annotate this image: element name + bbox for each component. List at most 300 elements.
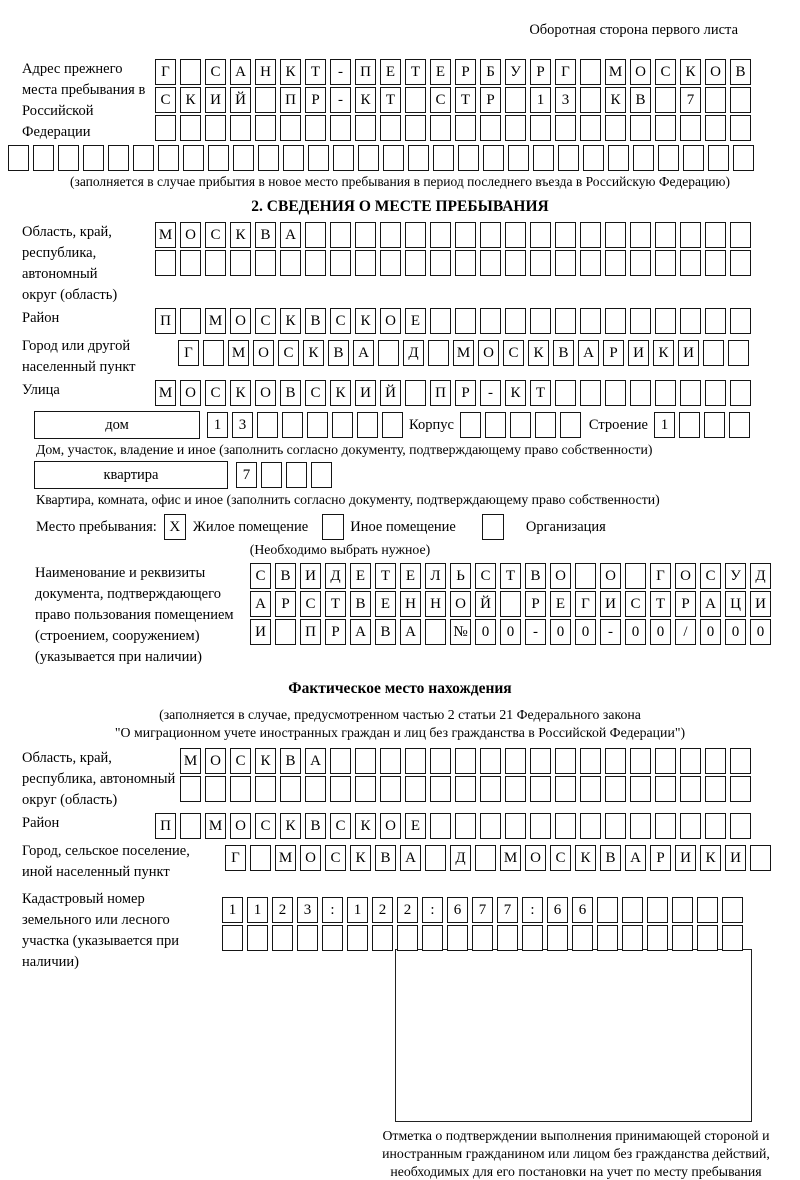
char-cell: А xyxy=(400,845,421,871)
char-cell xyxy=(530,115,551,141)
char-cell xyxy=(705,308,726,334)
char-cell: : xyxy=(522,897,543,923)
char-cell: В xyxy=(280,380,301,406)
char-cell: А xyxy=(350,619,371,645)
char-cell xyxy=(430,250,451,276)
char-cell xyxy=(630,748,651,774)
char-cell: Р xyxy=(455,59,476,85)
char-cell: С xyxy=(230,748,251,774)
char-cell xyxy=(630,813,651,839)
char-cell: Д xyxy=(403,340,424,366)
char-cell: К xyxy=(230,222,251,248)
char-cell: Т xyxy=(375,563,396,589)
char-cell: С xyxy=(325,845,346,871)
char-cell: 6 xyxy=(447,897,468,923)
char-cell xyxy=(580,59,601,85)
char-cell xyxy=(158,145,179,171)
char-cell: 0 xyxy=(750,619,771,645)
char-cell xyxy=(475,845,496,871)
char-cell: К xyxy=(505,380,526,406)
char-cell xyxy=(480,308,501,334)
char-cell: А xyxy=(305,748,326,774)
actual-location-note2: "О миграционном учете иностранных граждан и лиц без гражданства в Российской Федерации") xyxy=(114,725,686,740)
char-cell: И xyxy=(725,845,746,871)
char-cell xyxy=(83,145,104,171)
char-cell xyxy=(533,145,554,171)
char-cell: Г xyxy=(225,845,246,871)
char-cell xyxy=(447,925,468,951)
char-cell: С xyxy=(655,59,676,85)
char-cell: О xyxy=(230,308,251,334)
char-row xyxy=(155,222,751,248)
region-rows xyxy=(155,222,751,276)
char-cell xyxy=(357,412,378,438)
apartment-caption: Квартира, комната, офис и иное (заполнить согласно документу, подтверждающему право собственности) xyxy=(36,492,660,507)
char-cell: 6 xyxy=(547,897,568,923)
char-cell: - xyxy=(480,380,501,406)
char-cell xyxy=(522,925,543,951)
house-number-cells xyxy=(207,412,403,438)
prev-address-overflow-row xyxy=(8,145,800,171)
char-cell xyxy=(575,563,596,589)
char-cell: Б xyxy=(480,59,501,85)
char-cell xyxy=(597,897,618,923)
char-cell: О xyxy=(180,380,201,406)
char-cell xyxy=(180,813,201,839)
char-cell xyxy=(183,145,204,171)
char-cell xyxy=(555,776,576,802)
char-cell xyxy=(730,748,751,774)
char-cell xyxy=(655,748,676,774)
char-cell: 1 xyxy=(222,897,243,923)
char-cell: В xyxy=(280,748,301,774)
char-cell xyxy=(672,925,693,951)
char-cell xyxy=(272,925,293,951)
stay-type-note: (Необходимо выбрать нужное) xyxy=(249,542,431,557)
char-cell: : xyxy=(322,897,343,923)
char-cell: В xyxy=(328,340,349,366)
char-cell: Т xyxy=(650,591,671,617)
actual-district-block xyxy=(0,813,800,839)
char-cell: 0 xyxy=(725,619,746,645)
char-cell xyxy=(133,145,154,171)
char-cell xyxy=(305,776,326,802)
char-cell: А xyxy=(400,619,421,645)
char-cell xyxy=(605,748,626,774)
char-cell: О xyxy=(630,59,651,85)
stay-type-checkbox-other xyxy=(322,514,344,540)
char-cell xyxy=(261,462,282,488)
house-row xyxy=(34,411,800,439)
region-block xyxy=(0,222,800,306)
char-cell: Р xyxy=(275,591,296,617)
char-cell xyxy=(572,925,593,951)
char-cell xyxy=(255,115,276,141)
char-cell: О xyxy=(300,845,321,871)
char-cell: П xyxy=(430,380,451,406)
char-cell xyxy=(580,222,601,248)
char-cell xyxy=(203,340,224,366)
char-cell: О xyxy=(253,340,274,366)
char-cell: Т xyxy=(500,563,521,589)
char-cell xyxy=(330,250,351,276)
char-cell: С xyxy=(700,563,721,589)
char-cell xyxy=(455,813,476,839)
char-cell xyxy=(280,250,301,276)
char-cell xyxy=(422,925,443,951)
char-cell xyxy=(330,222,351,248)
char-cell xyxy=(305,222,326,248)
char-cell: 3 xyxy=(297,897,318,923)
char-cell: В xyxy=(350,591,371,617)
char-cell xyxy=(555,380,576,406)
char-cell xyxy=(330,748,351,774)
char-cell xyxy=(378,340,399,366)
char-cell xyxy=(630,380,651,406)
char-cell xyxy=(230,115,251,141)
char-cell xyxy=(282,412,303,438)
char-cell: 2 xyxy=(272,897,293,923)
char-cell xyxy=(505,115,526,141)
char-cell xyxy=(697,925,718,951)
char-cell: Т xyxy=(405,59,426,85)
char-cell xyxy=(33,145,54,171)
char-cell: К xyxy=(528,340,549,366)
char-cell xyxy=(655,776,676,802)
apartment-cells xyxy=(236,462,332,488)
char-cell: П xyxy=(300,619,321,645)
char-cell xyxy=(255,776,276,802)
char-cell: В xyxy=(375,845,396,871)
char-cell: В xyxy=(630,87,651,113)
char-cell xyxy=(505,776,526,802)
char-cell: Р xyxy=(675,591,696,617)
char-row xyxy=(155,87,751,113)
char-cell: 2 xyxy=(397,897,418,923)
stamp-caption: Отметка о подтверждении выполнения принимающей стороной и иностранным гражданином или лицом без гражданства действий, необходимых для его постановки на учет по месту пребывания xyxy=(382,1128,770,1179)
char-cell: И xyxy=(250,619,271,645)
char-cell: С xyxy=(205,380,226,406)
street-block xyxy=(0,380,800,406)
char-cell: М xyxy=(180,748,201,774)
apartment-box-label: квартира xyxy=(34,461,228,489)
char-cell xyxy=(705,115,726,141)
char-cell: 0 xyxy=(550,619,571,645)
char-cell xyxy=(605,308,626,334)
char-cell: М xyxy=(453,340,474,366)
char-cell xyxy=(332,412,353,438)
prev-address-block xyxy=(0,59,800,143)
house-caption: Дом, участок, владение и иное (заполнить согласно документу, подтверждающему право собственности) xyxy=(36,442,653,457)
prev-address-caption: (заполняется в случае прибытия в новое место пребывания в период последнего въезда в Российскую Федерацию) xyxy=(69,174,731,189)
char-cell xyxy=(705,748,726,774)
char-cell xyxy=(658,145,679,171)
char-row xyxy=(155,250,751,276)
char-cell xyxy=(505,87,526,113)
char-cell: 3 xyxy=(232,412,253,438)
char-cell: О xyxy=(525,845,546,871)
char-cell: Г xyxy=(555,59,576,85)
stay-type-row xyxy=(36,513,800,541)
char-cell xyxy=(247,925,268,951)
char-cell: М xyxy=(205,308,226,334)
char-cell xyxy=(155,115,176,141)
char-row xyxy=(180,748,751,774)
char-cell: К xyxy=(280,308,301,334)
char-cell xyxy=(405,87,426,113)
char-cell xyxy=(283,145,304,171)
char-cell: О xyxy=(705,59,726,85)
char-cell xyxy=(730,87,751,113)
char-row xyxy=(155,813,751,839)
char-cell xyxy=(555,250,576,276)
char-cell xyxy=(705,776,726,802)
char-cell xyxy=(497,925,518,951)
char-cell: И xyxy=(628,340,649,366)
char-cell xyxy=(605,776,626,802)
char-cell xyxy=(322,925,343,951)
char-cell: У xyxy=(505,59,526,85)
char-cell xyxy=(730,776,751,802)
char-cell: К xyxy=(330,380,351,406)
char-cell: № xyxy=(450,619,471,645)
char-cell: М xyxy=(155,222,176,248)
char-cell xyxy=(430,813,451,839)
char-cell xyxy=(250,845,271,871)
char-cell xyxy=(580,813,601,839)
char-cell xyxy=(430,776,451,802)
char-cell: 0 xyxy=(475,619,496,645)
char-cell xyxy=(480,748,501,774)
char-cell xyxy=(311,462,332,488)
char-cell xyxy=(455,748,476,774)
char-cell xyxy=(480,250,501,276)
char-cell xyxy=(397,925,418,951)
page-side-note: Оборотная сторона первого листа xyxy=(529,22,738,38)
char-cell xyxy=(405,748,426,774)
stay-type-checkbox-residential: X xyxy=(164,514,186,540)
char-cell: Г xyxy=(650,563,671,589)
char-cell: С xyxy=(330,308,351,334)
char-cell xyxy=(705,250,726,276)
char-cell xyxy=(630,222,651,248)
cadastral-rows xyxy=(222,889,743,951)
char-cell xyxy=(605,115,626,141)
char-cell: Р xyxy=(603,340,624,366)
char-cell xyxy=(275,619,296,645)
char-cell xyxy=(333,145,354,171)
char-cell xyxy=(255,250,276,276)
char-cell xyxy=(347,925,368,951)
char-cell: Т xyxy=(380,87,401,113)
stay-type-option-organization: Организация xyxy=(525,519,606,535)
char-cell xyxy=(330,776,351,802)
char-cell xyxy=(460,412,481,438)
char-cell xyxy=(680,380,701,406)
char-cell xyxy=(722,925,743,951)
korpus-label: Корпус xyxy=(409,417,454,433)
char-cell: И xyxy=(355,380,376,406)
char-cell: 1 xyxy=(654,412,675,438)
char-cell xyxy=(372,925,393,951)
char-cell xyxy=(180,250,201,276)
char-cell: 0 xyxy=(625,619,646,645)
char-cell xyxy=(508,145,529,171)
city-label: Город или другой населенный пункт xyxy=(22,338,136,375)
char-cell: П xyxy=(155,308,176,334)
char-cell: С xyxy=(330,813,351,839)
char-cell xyxy=(605,380,626,406)
char-cell xyxy=(704,412,725,438)
char-cell: В xyxy=(525,563,546,589)
char-cell: Р xyxy=(525,591,546,617)
char-cell xyxy=(458,145,479,171)
char-cell xyxy=(500,591,521,617)
char-cell xyxy=(480,222,501,248)
char-cell: Е xyxy=(380,59,401,85)
char-cell xyxy=(730,308,751,334)
char-cell: Е xyxy=(405,813,426,839)
char-cell xyxy=(380,222,401,248)
char-row xyxy=(155,59,751,85)
char-cell: Г xyxy=(155,59,176,85)
char-cell: В xyxy=(255,222,276,248)
char-cell: С xyxy=(300,591,321,617)
char-cell xyxy=(555,115,576,141)
char-cell: О xyxy=(550,563,571,589)
char-cell: 7 xyxy=(680,87,701,113)
char-cell: Г xyxy=(575,591,596,617)
char-cell xyxy=(530,250,551,276)
char-cell xyxy=(455,776,476,802)
char-row xyxy=(250,619,771,645)
char-cell: 1 xyxy=(530,87,551,113)
char-cell: Л xyxy=(425,563,446,589)
char-cell: 0 xyxy=(575,619,596,645)
char-cell: Ь xyxy=(450,563,471,589)
char-cell xyxy=(230,776,251,802)
char-cell xyxy=(605,250,626,276)
char-cell: К xyxy=(680,59,701,85)
char-cell: В xyxy=(305,813,326,839)
char-cell xyxy=(630,250,651,276)
char-cell: О xyxy=(180,222,201,248)
char-cell xyxy=(330,115,351,141)
char-cell: С xyxy=(255,308,276,334)
char-cell: 0 xyxy=(650,619,671,645)
char-cell xyxy=(483,145,504,171)
char-cell: Р xyxy=(530,59,551,85)
char-cell: - xyxy=(330,87,351,113)
char-cell: И xyxy=(675,845,696,871)
char-cell: К xyxy=(280,813,301,839)
char-cell xyxy=(622,897,643,923)
char-cell xyxy=(730,380,751,406)
char-cell xyxy=(425,845,446,871)
char-cell: / xyxy=(675,619,696,645)
char-cell: 0 xyxy=(500,619,521,645)
char-cell: О xyxy=(675,563,696,589)
stroenie-cells xyxy=(654,412,750,438)
char-cell xyxy=(405,250,426,276)
char-cell xyxy=(555,813,576,839)
char-cell xyxy=(583,145,604,171)
char-cell: К xyxy=(355,813,376,839)
char-cell: П xyxy=(155,813,176,839)
char-cell xyxy=(205,115,226,141)
char-cell xyxy=(683,145,704,171)
char-cell: К xyxy=(700,845,721,871)
char-cell: И xyxy=(300,563,321,589)
char-cell xyxy=(655,250,676,276)
apartment-row xyxy=(34,461,800,489)
char-cell: Ц xyxy=(725,591,746,617)
char-cell: 7 xyxy=(497,897,518,923)
char-cell xyxy=(705,380,726,406)
char-cell xyxy=(722,897,743,923)
char-cell xyxy=(485,412,506,438)
char-cell xyxy=(355,748,376,774)
char-cell xyxy=(505,222,526,248)
actual-region-rows xyxy=(180,748,751,802)
char-cell xyxy=(655,115,676,141)
char-cell: В xyxy=(600,845,621,871)
char-cell xyxy=(58,145,79,171)
char-cell xyxy=(425,619,446,645)
char-cell xyxy=(680,308,701,334)
char-cell: Е xyxy=(405,308,426,334)
char-cell: П xyxy=(355,59,376,85)
char-cell xyxy=(580,748,601,774)
char-cell: 2 xyxy=(372,897,393,923)
char-cell: А xyxy=(230,59,251,85)
actual-region-block xyxy=(0,748,800,811)
char-cell xyxy=(108,145,129,171)
char-cell xyxy=(155,250,176,276)
char-cell: К xyxy=(230,380,251,406)
char-cell xyxy=(580,115,601,141)
char-cell xyxy=(679,412,700,438)
char-cell: П xyxy=(280,87,301,113)
char-cell xyxy=(408,145,429,171)
char-cell xyxy=(705,813,726,839)
char-cell: О xyxy=(380,813,401,839)
char-cell xyxy=(708,145,729,171)
char-cell: О xyxy=(205,748,226,774)
char-cell: И xyxy=(750,591,771,617)
char-cell xyxy=(505,250,526,276)
char-cell: С xyxy=(250,563,271,589)
section2-title: 2. СВЕДЕНИЯ О МЕСТЕ ПРЕБЫВАНИЯ xyxy=(251,198,549,215)
char-cell xyxy=(729,412,750,438)
char-cell xyxy=(597,925,618,951)
char-cell xyxy=(555,748,576,774)
char-cell xyxy=(383,145,404,171)
char-cell xyxy=(535,412,556,438)
char-cell xyxy=(258,145,279,171)
char-cell: С xyxy=(305,380,326,406)
char-cell xyxy=(433,145,454,171)
doc-rights-block xyxy=(0,563,800,668)
char-cell: К xyxy=(605,87,626,113)
char-cell: М xyxy=(205,813,226,839)
char-row xyxy=(155,308,751,334)
char-row xyxy=(250,563,771,589)
char-cell: А xyxy=(700,591,721,617)
char-cell: - xyxy=(330,59,351,85)
char-cell xyxy=(655,222,676,248)
doc-rights-rows xyxy=(250,563,771,645)
